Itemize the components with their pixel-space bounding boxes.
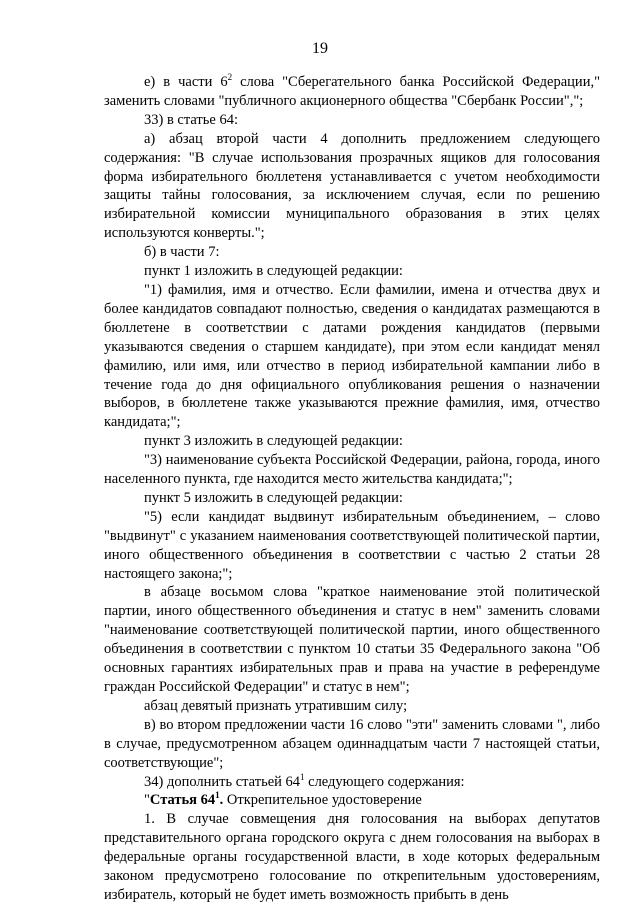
paragraph-p6 <box>104 281 600 432</box>
paragraph-text: "5) если кандидат выдвинут избирательным объединением, – слово "выдвинут" с указанием наименования соответствующей политической партии, иного общественного объединения в соответствии с частью 2 статьи 28 настоящего закона;"; <box>104 508 600 582</box>
paragraph-p9 <box>104 489 600 508</box>
paragraph-text: Статья 64 <box>149 792 216 809</box>
paragraph-text: слова "Сберегательного банка Российской Федерации," заменить словами "публичного акционерного общества "Сбербанк России","; <box>104 74 600 109</box>
paragraph-p13 <box>104 716 600 773</box>
document-text <box>104 73 600 905</box>
paragraph-text: абзац девятый признать утратившим силу; <box>144 697 408 714</box>
page-number: 19 <box>312 40 328 57</box>
paragraph-p8 <box>104 451 600 489</box>
paragraph-text: следующего содержания: <box>304 773 465 790</box>
paragraph-text: 1. В случае совмещения дня голосования на выборах депутатов представительного органа городского округа с днем голосования на выборах в федеральные органы государственной власти, в ходе которых федеральным законом предусмотрено голосование по открепительным удостоверениям, избиратель, который не будет иметь возможность прибыть в день <box>104 811 600 903</box>
paragraph-text: б) в части 7: <box>144 244 220 261</box>
paragraph-p7 <box>104 432 600 451</box>
paragraph-p1 <box>104 73 600 111</box>
paragraph-p10 <box>104 508 600 584</box>
paragraph-p5 <box>104 262 600 281</box>
superscript-text: 1 <box>215 790 220 801</box>
superscript-text: 1 <box>300 771 305 782</box>
paragraph-text: 33) в статье 64: <box>144 111 238 128</box>
paragraph-p4 <box>104 243 600 262</box>
paragraph-text: Открепительное удостоверение <box>223 792 422 809</box>
paragraph-text: а) абзац второй части 4 дополнить предложением следующего содержания: "В случае использования прозрачных ящиков для голосования форма избирательного бюллетеня устанавливается с учетом необходимости защиты тайны голосования, за исключением случая, если по решению избирательной комиссии муниципального образования в этих целях используются конверты."; <box>104 130 600 242</box>
paragraph-p14 <box>104 773 600 792</box>
paragraph-p11 <box>104 583 600 696</box>
paragraph-text: "1) фамилия, имя и отчество. Если фамилии, имена и отчества двух и более кандидатов совпадают полностью, сведения о кандидатах размещаются в бюллетене в соответствии с датами рождения кандидатов (первыми указываются сведения о старшем кандидате), при этом если кандидат менял фамилию, или имя, или отчество в период избирательной кампании либо в течение года до дня официального опубликования решения о назначении выборов, в бюллетене также указываются прежние фамилия, имя, отчество кандидата;"; <box>104 281 600 431</box>
paragraph-text: в абзаце восьмом слова "краткое наименование этой политической партии, иного общественного объединения и статус в нем" заменить словами "наименование соответствующей политической партии, иного общественного объединения в соответствии с пунктом 10 статьи 35 Федерального закона "Об основных гарантиях избирательных прав и права на участие в референдуме граждан Российской Федерации" и статус в нем"; <box>104 584 600 695</box>
paragraph-p16 <box>104 810 600 905</box>
paragraph-text: "3) наименование субъекта Российской Федерации, района, города, иного населенного пункта, где находится место жительства кандидата;"; <box>104 452 600 488</box>
paragraph-p12 <box>104 697 600 716</box>
paragraph-p15 <box>104 791 600 810</box>
superscript-text: 2 <box>227 72 233 82</box>
paragraph-text: . <box>219 792 224 809</box>
paragraph-text: в) во втором предложении части 16 слово "эти" заменить словами ", либо в случае, предусмотренном абзацем одиннадцатым части 7 настоящей статьи, соответствующие"; <box>104 716 600 771</box>
paragraph-text: 34) дополнить статьей 64 <box>144 773 301 790</box>
paragraph-text: пункт 1 изложить в следующей редакции: <box>144 263 403 280</box>
paragraph-p2 <box>104 111 600 130</box>
paragraph-p3 <box>104 130 600 243</box>
paragraph-text: пункт 3 изложить в следующей редакции: <box>144 433 403 450</box>
paragraph-text: пункт 5 изложить в следующей редакции: <box>144 489 403 506</box>
paragraph-text: " <box>144 792 150 809</box>
paragraph-text: е) в части 6 <box>144 74 228 90</box>
